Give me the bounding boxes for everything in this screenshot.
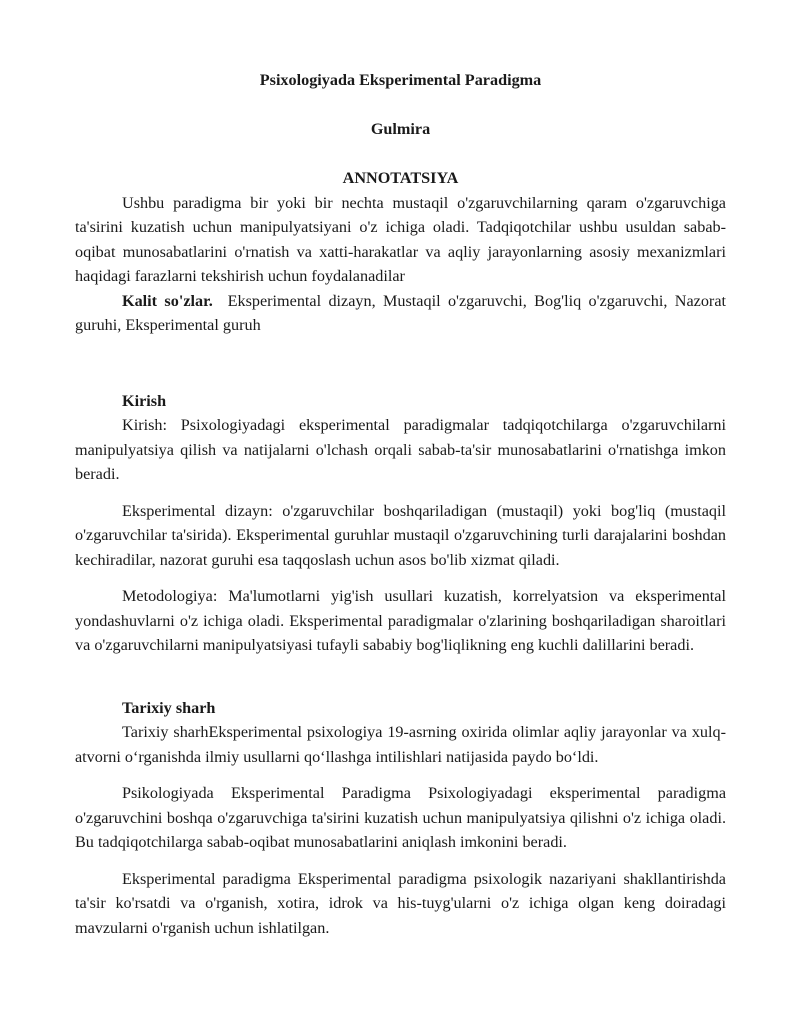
document-title: Psixologiyada Eksperimental Paradigma xyxy=(259,71,542,89)
annotation-text: Ushbu paradigma bir yoki bir nechta mustaqil o'zgaruvchilarning qaram o'zgaruvchiga ta'sirini kuzatish uchun manipulyatsiyani o'z ichiga oladi. Tadqiqotchilar ushbu usuldan sabab-oqibat munosabatlarini o'rnatish va xatti-harakatlar va aqliy jarayonlarning asosiy mexanizmlari haqidagi farazlarni tekshirish uchun foydalanadilar xyxy=(75,193,726,285)
keywords-paragraph xyxy=(75,289,726,338)
paragraph: Psikologiyada Eksperimental Paradigma Psixologiyadagi eksperimental paradigma o'zgaruvchini boshqa o'zgaruvchiga ta'sirini kuzatish uchun manipulyatsiya qilishni o'z ichiga oladi. Bu tadqiqotchilarga sabab-oqibat munosabatlarini aniqlash imkonini beradi. xyxy=(75,784,726,851)
paragraph: Metodologiya: Ma'lumotlarni yig'ish usullari kuzatish, korrelyatsion va eksperimental yondashuvlarni o'z ichiga oladi. Eksperimental paradigmalar o'zlarining boshqariladigan sharoitlari va o'zgaruvchilarni manipulyatsiyasi tufayli sababiy bog'liqlikning eng kuchli dalillarini beradi. xyxy=(75,587,726,654)
keywords-label: Kalit so'zlar. xyxy=(122,291,213,310)
paragraph: Kirish: Psixologiyadagi eksperimental paradigmalar tadqiqotchilarga o'zgaruvchilarni manipulyatsiya qilish va natijalarni o'lchash orqali sabab-ta'sir munosabatlarini o'rnatishga imkon beradi. xyxy=(75,416,726,483)
keywords-text: Eksperimental dizayn, Mustaqil o'zgaruvchi, Bog'liq o'zgaruvchi, Nazorat guruhi, Eksperimental guruh xyxy=(75,291,727,334)
annotation-heading: ANNOTATSIYA xyxy=(342,169,459,187)
paragraph: Eksperimental dizayn: o'zgaruvchilar boshqariladigan (mustaqil) yoki bog'liq (mustaqil o'zgaruvchilar ta'sirida). Eksperimental guruhlar mustaqil o'zgaruvchining turli darajalarini boshdan kechiradilar, nazorat guruhi esa taqqoslash uchun asos bo'lib xizmat qiladi. xyxy=(75,501,726,569)
paragraph: Eksperimental paradigma Eksperimental paradigma psixologik nazariyani shakllantirishda ta'sir ko'rsatdi va o'rganish, xotira, idrok va his-tuyg'ularni o'z ichiga olgan keng doiradagi mavzularni o'rganish uchun ishlatilgan. xyxy=(75,869,726,937)
paragraph: Tarixiy sharhEksperimental psixologiya 19-asrning oxirida olimlar aqliy jarayonlar va xulq-atvorni o‘rganishda ilmiy usullarni qo‘llashga intilishlari natijasida paydo bo‘ldi. xyxy=(75,723,726,766)
document-author: Gulmira xyxy=(370,119,431,138)
document-page xyxy=(75,60,726,940)
section-heading-tarixiy-sharh: Tarixiy sharh xyxy=(122,698,216,717)
section-heading-kirish: Kirish xyxy=(122,391,167,410)
